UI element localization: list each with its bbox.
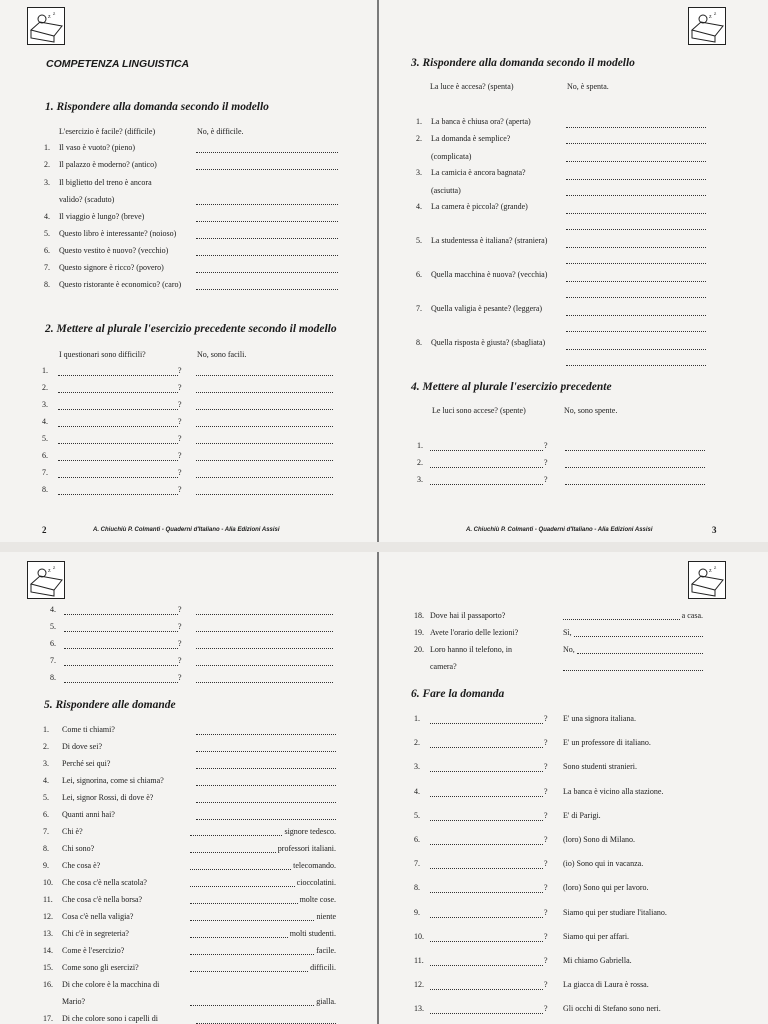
question-text: Questo vestito è nuovo? (vecchio) bbox=[59, 246, 169, 255]
item-number: 6. bbox=[414, 835, 420, 844]
answer-line[interactable] bbox=[196, 230, 338, 239]
answer-row bbox=[190, 929, 336, 939]
question-text: Dove hai il passaporto? bbox=[430, 611, 506, 620]
model-answer: No, è spenta. bbox=[567, 82, 609, 91]
item-number: 9. bbox=[43, 861, 49, 870]
svg-text:z: z bbox=[48, 568, 51, 574]
answer-text: La giacca di Laura è rossa. bbox=[563, 980, 649, 990]
question-line[interactable] bbox=[58, 418, 178, 427]
answer-line[interactable] bbox=[196, 247, 338, 256]
question-text: Questo signore è ricco? (povero) bbox=[59, 263, 164, 272]
model-answer: No, sono spente. bbox=[564, 406, 618, 415]
question-text: Chi è? bbox=[62, 827, 83, 836]
question-line[interactable] bbox=[58, 452, 178, 461]
question-mark: ? bbox=[544, 762, 548, 772]
answer-text: molte cose. bbox=[299, 895, 336, 904]
svg-text:z: z bbox=[709, 14, 712, 20]
answer-text: professori italiani. bbox=[277, 844, 336, 853]
answer-line[interactable] bbox=[565, 476, 705, 485]
item-number: 7. bbox=[416, 304, 422, 313]
question-mark: ? bbox=[544, 835, 548, 844]
answer-line[interactable] bbox=[566, 357, 706, 366]
question-mark: ? bbox=[178, 485, 182, 494]
answer-line[interactable] bbox=[196, 674, 333, 683]
svg-text:z: z bbox=[48, 14, 51, 20]
question-line[interactable] bbox=[430, 739, 543, 748]
answer-row bbox=[190, 997, 336, 1007]
answer-line[interactable] bbox=[196, 418, 333, 427]
question-mark: ? bbox=[544, 738, 548, 748]
answer-line[interactable] bbox=[196, 657, 333, 666]
question-mark: ? bbox=[544, 458, 548, 467]
answer-text: E' una signora italiana. bbox=[563, 714, 636, 723]
item-number: 6. bbox=[43, 810, 49, 819]
exercise-3-title: 3. Rispondere alla domanda secondo il modello bbox=[411, 57, 635, 69]
question-line[interactable] bbox=[58, 367, 178, 376]
question-text: (complicata) bbox=[431, 152, 472, 161]
item-number: 16. bbox=[43, 980, 53, 989]
answer-text: signore tedesco. bbox=[284, 827, 336, 836]
question-text: Il biglietto del treno è ancora bbox=[59, 178, 152, 187]
question-text: Come sono gli esercizi? bbox=[62, 963, 139, 972]
answer-line[interactable] bbox=[196, 811, 336, 820]
answer-line[interactable] bbox=[190, 912, 314, 921]
model-answer: No, sono facili. bbox=[197, 350, 247, 359]
item-number: 2. bbox=[42, 383, 48, 392]
answer-line[interactable] bbox=[196, 777, 336, 786]
item-number: 8. bbox=[43, 844, 49, 853]
question-line[interactable] bbox=[430, 442, 543, 451]
question-line[interactable] bbox=[64, 657, 178, 666]
answer-row bbox=[190, 963, 336, 973]
item-number: 2. bbox=[414, 738, 420, 748]
answer-line[interactable] bbox=[190, 844, 276, 853]
item-number: 18. bbox=[414, 611, 424, 620]
answer-text: molti studenti. bbox=[289, 929, 336, 938]
question-line[interactable] bbox=[64, 606, 178, 615]
answer-text: difficili. bbox=[310, 963, 336, 972]
question-mark: ? bbox=[178, 673, 182, 682]
item-number: 8. bbox=[50, 673, 56, 682]
question-text: Quella macchina è nuova? (vecchia) bbox=[431, 270, 548, 279]
page-divider bbox=[0, 542, 768, 552]
question-mark: ? bbox=[544, 907, 548, 917]
item-number: 6. bbox=[416, 270, 422, 279]
model-question: La luce è accesa? (spenta) bbox=[430, 82, 514, 91]
question-text: Chi sono? bbox=[62, 844, 95, 853]
question-text: La camicia è ancora bagnata? bbox=[431, 168, 526, 177]
exercise-5-title: 5. Rispondere alle domande bbox=[44, 699, 176, 711]
item-number: 9. bbox=[414, 907, 420, 917]
answer-row bbox=[190, 844, 336, 854]
item-number: 12. bbox=[43, 912, 53, 921]
answer-line[interactable] bbox=[566, 135, 706, 144]
exercise-1-title: 1. Rispondere alla domanda secondo il modello bbox=[45, 101, 269, 113]
answer-line[interactable] bbox=[196, 623, 333, 632]
answer-line[interactable] bbox=[566, 221, 706, 230]
exercise-4-title: 4. Mettere al plurale l'esercizio precedente bbox=[411, 381, 612, 393]
svg-text:z: z bbox=[714, 566, 717, 571]
question-text: Che cosa è? bbox=[62, 861, 101, 870]
answer-text: La banca è vicino alla stazione. bbox=[563, 786, 664, 796]
item-number: 15. bbox=[43, 963, 53, 972]
question-line[interactable] bbox=[430, 836, 543, 845]
answer-line[interactable] bbox=[196, 213, 338, 222]
answer-line[interactable] bbox=[566, 255, 706, 264]
answer-line[interactable] bbox=[196, 452, 333, 461]
question-line[interactable] bbox=[430, 476, 543, 485]
answer-line[interactable] bbox=[563, 662, 703, 671]
item-number: 3. bbox=[417, 475, 423, 484]
question-line[interactable] bbox=[58, 384, 178, 393]
question-mark: ? bbox=[544, 475, 548, 484]
item-number: 4. bbox=[414, 786, 420, 796]
question-text: Che cosa c'è nella borsa? bbox=[62, 895, 143, 904]
question-mark: ? bbox=[178, 468, 182, 477]
item-number: 14. bbox=[43, 946, 53, 955]
question-text: Mario? bbox=[62, 997, 86, 1006]
answer-text: Gli occhi di Stefano sono neri. bbox=[563, 1004, 661, 1014]
item-number: 20. bbox=[414, 645, 424, 654]
answer-line[interactable] bbox=[566, 273, 706, 282]
answer-text: gialla. bbox=[316, 997, 336, 1006]
item-number: 17. bbox=[43, 1014, 53, 1023]
item-number: 7. bbox=[414, 859, 420, 869]
item-number: 7. bbox=[44, 263, 50, 272]
question-text: La studentessa è italiana? (straniera) bbox=[431, 236, 548, 245]
question-text: camera? bbox=[430, 662, 457, 671]
answer-line[interactable] bbox=[565, 459, 705, 468]
item-number: 11. bbox=[43, 895, 53, 904]
answer-row bbox=[190, 912, 336, 922]
item-number: 1. bbox=[414, 714, 420, 723]
answer-line[interactable] bbox=[196, 161, 338, 170]
question-line[interactable] bbox=[58, 469, 178, 478]
item-number: 8. bbox=[416, 338, 422, 347]
question-text: Lei, signor Rossi, di dove è? bbox=[62, 793, 154, 802]
question-mark: ? bbox=[544, 956, 548, 965]
answer-line[interactable] bbox=[196, 794, 336, 803]
answer-line[interactable] bbox=[566, 239, 706, 248]
question-text: La camera è piccola? (grande) bbox=[431, 202, 528, 211]
question-mark: ? bbox=[544, 859, 548, 869]
item-number: 4. bbox=[50, 605, 56, 614]
question-mark: ? bbox=[178, 605, 182, 614]
item-number: 7. bbox=[50, 656, 56, 665]
item-number: 4. bbox=[416, 202, 422, 211]
question-text: (asciutta) bbox=[431, 186, 461, 195]
question-mark: ? bbox=[544, 786, 548, 796]
answer-line[interactable] bbox=[196, 760, 336, 769]
item-number: 5. bbox=[44, 229, 50, 238]
item-number: 3. bbox=[416, 168, 422, 177]
answer-line[interactable] bbox=[196, 264, 338, 273]
question-line[interactable] bbox=[430, 1005, 543, 1014]
answer-line[interactable] bbox=[566, 205, 706, 214]
svg-text:z: z bbox=[714, 12, 717, 17]
item-number: 2. bbox=[417, 458, 423, 467]
answer-line[interactable] bbox=[196, 486, 333, 495]
item-number: 1. bbox=[43, 725, 49, 734]
answer-line[interactable] bbox=[566, 341, 706, 350]
item-number: 7. bbox=[42, 468, 48, 477]
answer-line[interactable] bbox=[196, 367, 333, 376]
answer-line[interactable] bbox=[196, 743, 336, 752]
question-mark: ? bbox=[544, 931, 548, 941]
item-number: 4. bbox=[42, 417, 48, 426]
page-number: 2 bbox=[42, 525, 47, 535]
question-text: Loro hanno il telefono, in bbox=[430, 645, 512, 654]
answer-line[interactable] bbox=[190, 997, 314, 1006]
answer-line[interactable] bbox=[196, 640, 333, 649]
question-line[interactable] bbox=[430, 715, 543, 724]
question-line[interactable] bbox=[430, 981, 543, 990]
item-number: 6. bbox=[42, 451, 48, 460]
svg-text:z: z bbox=[53, 12, 56, 17]
question-line[interactable] bbox=[58, 401, 178, 410]
question-text: Di che colore sono i capelli di bbox=[62, 1014, 158, 1023]
svg-text:z: z bbox=[709, 568, 712, 574]
answer-text: niente bbox=[316, 912, 336, 921]
question-text: Di dove sei? bbox=[62, 742, 102, 751]
question-text: La domanda è semplice? bbox=[431, 134, 511, 143]
answer-line[interactable] bbox=[566, 187, 706, 196]
answer-line[interactable] bbox=[190, 963, 308, 972]
sleeping-head-icon bbox=[688, 7, 726, 45]
question-mark: ? bbox=[544, 883, 548, 893]
answer-row bbox=[190, 895, 336, 905]
answer-text: facile. bbox=[316, 946, 336, 955]
question-line[interactable] bbox=[430, 763, 543, 772]
answer-line[interactable] bbox=[190, 929, 288, 938]
question-mark: ? bbox=[544, 980, 548, 990]
page-footer: A. Chiuchiù P. Colmanti - Quaderni d'Italiano - Alia Edizioni Assisi bbox=[93, 527, 280, 533]
answer-text: Siamo qui per affari. bbox=[563, 931, 630, 941]
answer-line[interactable] bbox=[196, 435, 333, 444]
question-line[interactable] bbox=[430, 788, 543, 797]
item-number: 6. bbox=[44, 246, 50, 255]
question-line[interactable] bbox=[64, 623, 178, 632]
question-text: Come ti chiami? bbox=[62, 725, 115, 734]
answer-text: (loro) Sono di Milano. bbox=[563, 835, 635, 844]
answer-text: a casa. bbox=[681, 611, 703, 620]
answer-line[interactable] bbox=[566, 171, 706, 180]
item-number: 5. bbox=[42, 434, 48, 443]
sleeping-head-icon bbox=[688, 561, 726, 599]
answer-row bbox=[563, 662, 703, 671]
question-mark: ? bbox=[178, 622, 182, 631]
question-line[interactable] bbox=[58, 435, 178, 444]
answer-line[interactable] bbox=[196, 384, 333, 393]
question-text: valido? (scaduto) bbox=[59, 195, 115, 204]
page-number: 3 bbox=[712, 525, 717, 535]
answer-line[interactable] bbox=[196, 469, 333, 478]
question-mark: ? bbox=[544, 441, 548, 450]
answer-line[interactable] bbox=[196, 144, 338, 153]
item-number: 8. bbox=[42, 485, 48, 494]
item-number: 12. bbox=[414, 980, 424, 990]
question-text: Quella risposta è giusta? (sbagliata) bbox=[431, 338, 546, 347]
page-title: COMPETENZA LINGUISTICA bbox=[46, 58, 190, 70]
question-text: Questo ristorante è economico? (caro) bbox=[59, 280, 182, 289]
question-line[interactable] bbox=[430, 459, 543, 468]
question-line[interactable] bbox=[430, 957, 543, 966]
answer-row bbox=[190, 827, 336, 837]
question-mark: ? bbox=[178, 400, 182, 409]
question-text: Che cosa c'è nella scatola? bbox=[62, 878, 147, 887]
answer-line[interactable] bbox=[190, 895, 298, 904]
item-number: 5. bbox=[416, 236, 422, 245]
answer-text: E' un professore di italiano. bbox=[563, 738, 651, 748]
answer-line[interactable] bbox=[577, 645, 703, 654]
answer-text: No, bbox=[563, 645, 575, 654]
item-number: 13. bbox=[414, 1004, 424, 1014]
question-mark: ? bbox=[178, 639, 182, 648]
exercise-2-title: 2. Mettere al plurale l'esercizio precedente secondo il modello bbox=[45, 323, 337, 335]
answer-line[interactable] bbox=[565, 442, 705, 451]
item-number: 2. bbox=[43, 742, 49, 751]
answer-line[interactable] bbox=[190, 827, 282, 836]
answer-text: (io) Sono qui in vacanza. bbox=[563, 859, 644, 869]
item-number: 2. bbox=[44, 160, 50, 169]
answer-row bbox=[190, 946, 336, 956]
item-number: 7. bbox=[43, 827, 49, 836]
question-line[interactable] bbox=[430, 860, 543, 869]
answer-text: cioccolatini. bbox=[296, 878, 336, 887]
item-number: 8. bbox=[414, 883, 420, 893]
model-answer: No, è difficile. bbox=[197, 127, 244, 136]
answer-row bbox=[563, 628, 703, 638]
answer-text: telecomando. bbox=[293, 861, 336, 870]
answer-line[interactable] bbox=[196, 1015, 336, 1024]
answer-line[interactable] bbox=[196, 606, 333, 615]
item-number: 10. bbox=[414, 931, 424, 941]
item-number: 3. bbox=[43, 759, 49, 768]
answer-text: Sì, bbox=[563, 628, 572, 637]
question-mark: ? bbox=[178, 417, 182, 426]
item-number: 4. bbox=[43, 776, 49, 785]
question-line[interactable] bbox=[430, 884, 543, 893]
item-number: 3. bbox=[414, 762, 420, 772]
question-line[interactable] bbox=[430, 909, 543, 918]
answer-line[interactable] bbox=[190, 861, 291, 870]
question-mark: ? bbox=[178, 383, 182, 392]
model-question: L'esercizio è facile? (difficile) bbox=[59, 127, 156, 136]
question-line[interactable] bbox=[430, 933, 543, 942]
answer-row bbox=[190, 861, 336, 871]
answer-line[interactable] bbox=[196, 401, 333, 410]
item-number: 8. bbox=[44, 280, 50, 289]
answer-line[interactable] bbox=[566, 289, 706, 298]
question-mark: ? bbox=[544, 714, 548, 723]
question-line[interactable] bbox=[64, 640, 178, 649]
answer-line[interactable] bbox=[196, 726, 336, 735]
model-question: Le luci sono accese? (spente) bbox=[432, 406, 526, 415]
answer-line[interactable] bbox=[190, 946, 314, 955]
answer-row bbox=[563, 645, 703, 655]
item-number: 11. bbox=[414, 956, 424, 965]
question-text: Lei, signorina, come si chiama? bbox=[62, 776, 164, 785]
item-number: 5. bbox=[50, 622, 56, 631]
question-mark: ? bbox=[544, 1004, 548, 1014]
question-text: Come è l'esercizio? bbox=[62, 946, 125, 955]
question-text: Il viaggio è lungo? (breve) bbox=[59, 212, 145, 221]
answer-text: E' di Parigi. bbox=[563, 810, 601, 820]
question-mark: ? bbox=[178, 366, 182, 375]
item-number: 3. bbox=[44, 178, 50, 187]
item-number: 1. bbox=[416, 117, 422, 126]
svg-text:z: z bbox=[53, 566, 56, 571]
question-line[interactable] bbox=[64, 674, 178, 683]
item-number: 1. bbox=[42, 366, 48, 375]
answer-line[interactable] bbox=[196, 196, 338, 205]
sleeping-head-icon bbox=[27, 7, 65, 45]
question-text: Quella valigia è pesante? (leggera) bbox=[431, 304, 543, 313]
question-text: Il palazzo è moderno? (antico) bbox=[59, 160, 157, 169]
item-number: 19. bbox=[414, 628, 424, 637]
answer-line[interactable] bbox=[566, 323, 706, 332]
item-number: 1. bbox=[417, 441, 423, 450]
answer-line[interactable] bbox=[566, 119, 706, 128]
item-number: 4. bbox=[44, 212, 50, 221]
item-number: 10. bbox=[43, 878, 53, 887]
question-text: Il vaso è vuoto? (pieno) bbox=[59, 143, 135, 152]
question-text: Chi c'è in segreteria? bbox=[62, 929, 129, 938]
item-number: 5. bbox=[43, 793, 49, 802]
answer-row bbox=[190, 878, 336, 888]
question-line[interactable] bbox=[430, 812, 543, 821]
model-question: I questionari sono difficili? bbox=[59, 350, 146, 359]
question-text: La banca è chiusa ora? (aperta) bbox=[431, 117, 531, 126]
answer-text: Mi chiamo Gabriella. bbox=[563, 956, 632, 965]
question-mark: ? bbox=[178, 451, 182, 460]
item-number: 13. bbox=[43, 929, 53, 938]
answer-text: (loro) Sono qui per lavoro. bbox=[563, 883, 649, 893]
question-mark: ? bbox=[178, 656, 182, 665]
question-text: Quanti anni hai? bbox=[62, 810, 115, 819]
answer-text: Sono studenti stranieri. bbox=[563, 762, 637, 772]
item-number: 3. bbox=[42, 400, 48, 409]
item-number: 2. bbox=[416, 134, 422, 143]
question-mark: ? bbox=[178, 434, 182, 443]
answer-line[interactable] bbox=[190, 878, 295, 887]
answer-line[interactable] bbox=[563, 611, 680, 620]
item-number: 1. bbox=[44, 143, 50, 152]
question-text: Avete l'orario delle lezioni? bbox=[430, 628, 519, 637]
answer-row bbox=[563, 611, 703, 621]
page-footer: A. Chiuchiù P. Colmanti - Quaderni d'Italiano - Alia Edizioni Assisi bbox=[466, 527, 653, 533]
answer-line[interactable] bbox=[196, 281, 338, 290]
item-number: 6. bbox=[50, 639, 56, 648]
page-fold bbox=[377, 0, 379, 1024]
answer-line[interactable] bbox=[566, 307, 706, 316]
answer-line[interactable] bbox=[566, 153, 706, 162]
question-mark: ? bbox=[544, 810, 548, 820]
question-text: Perché sei qui? bbox=[62, 759, 111, 768]
exercise-6-title: 6. Fare la domanda bbox=[411, 688, 505, 700]
answer-line[interactable] bbox=[574, 628, 703, 637]
answer-text: Siamo qui per studiare l'italiano. bbox=[563, 907, 667, 917]
question-text: Questo libro è interessante? (noioso) bbox=[59, 229, 177, 238]
item-number: 5. bbox=[414, 810, 420, 820]
question-text: Di che colore è la macchina di bbox=[62, 980, 160, 989]
sleeping-head-icon bbox=[27, 561, 65, 599]
question-text: Cosa c'è nella valigia? bbox=[62, 912, 134, 921]
question-line[interactable] bbox=[58, 486, 178, 495]
